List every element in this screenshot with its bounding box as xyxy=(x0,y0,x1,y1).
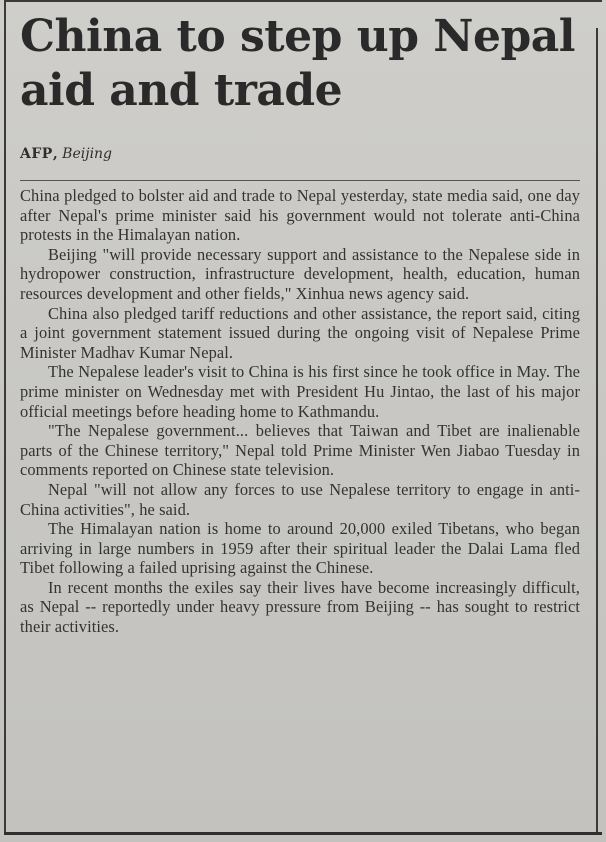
byline-agency: AFP xyxy=(20,146,53,162)
article-body xyxy=(20,186,580,637)
left-border-rule xyxy=(4,0,6,834)
article-paragraph: China also pledged tariff reductions and other assistance, the report said, citing a joint government statement issued during the ongoing visit of Nepalese Prime Minister Madhav Kumar Nepal. xyxy=(20,303,580,362)
headline: China to step up Nepal aid and trade xyxy=(20,11,575,116)
byline xyxy=(20,146,112,162)
article-paragraph: The Himalayan nation is home to around 20,000 exiled Tibetans, who began arriving in large numbers in 1959 after their spiritual leader the Dalai Lama fled Tibet following a failed uprising against the Chinese. xyxy=(20,519,580,578)
article-paragraph: The Nepalese leader's visit to China is his first since he took office in May. The prime minister on Wednesday met with President Hu Jintao, the last of his major official meetings before heading home to Kathmandu. xyxy=(20,362,580,421)
byline-dateline: Beijing xyxy=(62,146,113,162)
top-border-rule xyxy=(4,0,602,2)
byline-separator: , xyxy=(52,146,58,162)
article-paragraph: Beijing "will provide necessary support and assistance to the Nepalese side in hydropower construction, infrastructure development, health, education, human resources development and other fields," Xinhua news agency said. xyxy=(20,244,580,303)
bottom-border-rule xyxy=(4,832,602,835)
article-paragraph: Nepal "will not allow any forces to use Nepalese territory to engage in anti-China activities", he said. xyxy=(20,479,580,519)
article-paragraph: China pledged to bolster aid and trade to Nepal yesterday, state media said, one day after Nepal's prime minister said his government would not tolerate anti-China protests in the Himalayan nation. xyxy=(20,186,580,245)
right-border-rule xyxy=(596,28,598,834)
article-paragraph: "The Nepalese government... believes that Taiwan and Tibet are inalienable parts of the Chinese territory," Nepal told Prime Minister Wen Jiabao Tuesday in comments reported on Chinese state television. xyxy=(20,421,580,480)
article-paragraph: In recent months the exiles say their lives have become increasingly difficult, as Nepal -- reportedly under heavy pressure from Beijing -- has sought to restrict their activities. xyxy=(20,577,580,637)
byline-divider xyxy=(20,180,580,181)
